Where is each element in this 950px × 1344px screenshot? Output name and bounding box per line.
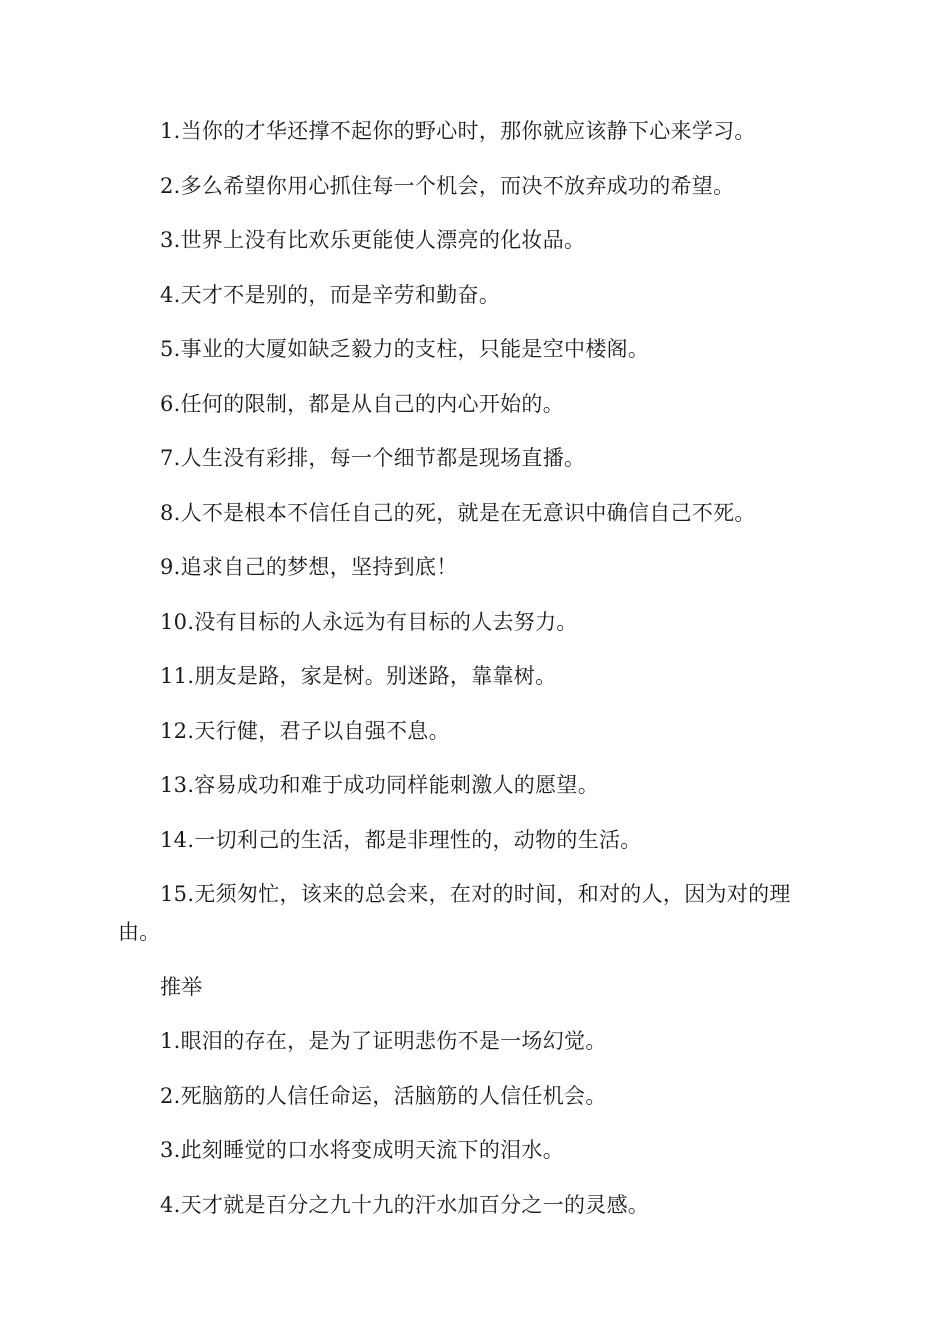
section-heading: 推举 — [160, 974, 203, 999]
list-item: 4.天才不是别的，而是辛劳和勤奋。 — [160, 282, 501, 307]
list-item: 7.人生没有彩排，每一个细节都是现场直播。 — [160, 446, 586, 470]
list-item: 8.人不是根本不信任自己的死，就是在无意识中确信自己不死。 — [160, 500, 756, 525]
list-item: 4.天才就是百分之九十九的汗水加百分之一的灵感。 — [160, 1192, 650, 1217]
list-item: 1.眼泪的存在，是为了证明悲伤不是一场幻觉。 — [160, 1029, 607, 1053]
list-item: 10.没有目标的人永远为有目标的人去努力。 — [160, 609, 578, 634]
list-item: 6.任何的限制，都是从自己的内心开始的。 — [160, 391, 565, 416]
list-item: 14.一切利己的生活，都是非理性的，动物的生活。 — [160, 827, 642, 852]
list-item: 9.追求自己的梦想，坚持到底！ — [160, 555, 458, 579]
list-item: 15.无须匆忙，该来的总会来，在对的时间，和对的人，因为对的理由。 — [118, 882, 791, 944]
list-item: 13.容易成功和难于成功同样能刺激人的愿望。 — [160, 773, 599, 797]
list-item: 2.死脑筋的人信任命运，活脑筋的人信任机会。 — [160, 1083, 607, 1108]
list-item: 2.多么希望你用心抓住每一个机会，而决不放弃成功的希望。 — [160, 173, 735, 198]
document-body — [118, 112, 830, 1240]
list-item: 12.天行健，君子以自强不息。 — [160, 718, 450, 743]
list-item: 3.世界上没有比欢乐更能使人漂亮的化妆品。 — [160, 228, 586, 252]
list-item: 11.朋友是路，家是树。别迷路，靠靠树。 — [160, 664, 557, 688]
list-item: 5.事业的大厦如缺乏毅力的支柱，只能是空中楼阁。 — [160, 337, 650, 361]
list-item: 1.当你的才华还撑不起你的野心时，那你就应该静下心来学习。 — [160, 119, 756, 143]
list-item: 3.此刻睡觉的口水将变成明天流下的泪水。 — [160, 1138, 565, 1162]
